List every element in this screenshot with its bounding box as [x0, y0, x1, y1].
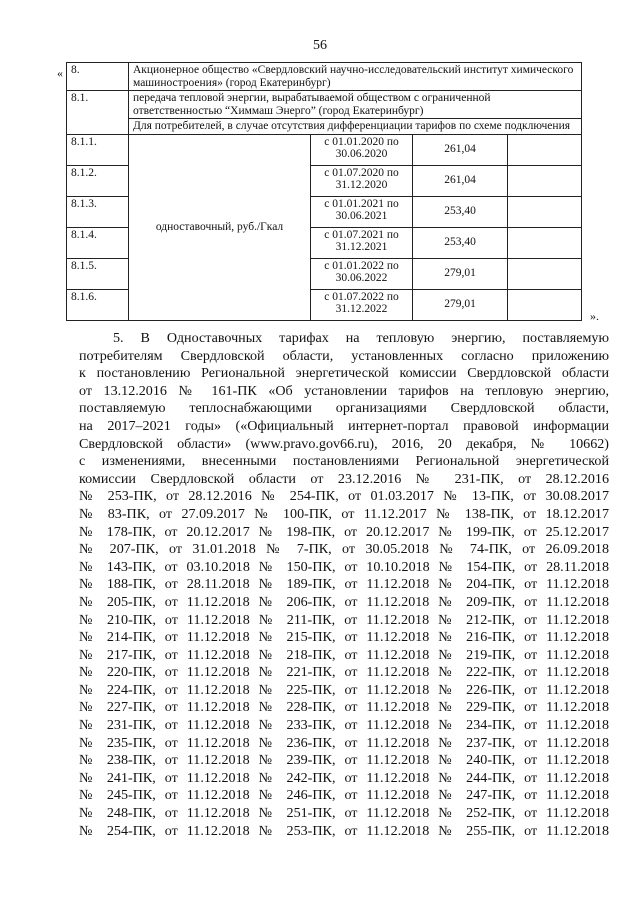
row-empty-cell: [508, 134, 582, 165]
row-empty-cell: [508, 258, 582, 289]
row-number: 8.1.2.: [67, 165, 129, 196]
row-period: с 01.07.2022 по 31.12.2022: [311, 289, 413, 320]
row-period: с 01.01.2022 по 30.06.2022: [311, 258, 413, 289]
row-period: с 01.01.2020 по 30.06.2020: [311, 134, 413, 165]
row-number: 8.1.5.: [67, 258, 129, 289]
sub-row-number: 8.1.: [67, 91, 129, 135]
row-number: 8.1.4.: [67, 227, 129, 258]
sub-row-text: передача тепловой энергии, вырабатываемой обществом с ограниченной ответственностью “Химмаш Энерго” (город Екатеринбург): [129, 91, 582, 119]
paragraph-line: № 220-ПК, от 11.12.2018 № 221-ПК, от 11.12.2018 № 222-ПК, от 11.12.2018: [79, 664, 609, 681]
paragraph-line: № 253-ПК, от 28.12.2016 № 254-ПК, от 01.03.2017 № 13-ПК, от 30.08.2017: [79, 488, 609, 505]
row-value: 261,04: [413, 134, 508, 165]
row-period: с 01.01.2021 по 30.06.2021: [311, 196, 413, 227]
table-row-org: [67, 63, 582, 91]
paragraph-line: поставляемую теплоснабжающими организациями Свердловской области,: [79, 400, 609, 417]
paragraph-line: № 231-ПК, от 11.12.2018 № 233-ПК, от 11.12.2018 № 234-ПК, от 11.12.2018: [79, 717, 609, 734]
row-value: 279,01: [413, 289, 508, 320]
paragraph-line: № 178-ПК, от 20.12.2017 № 198-ПК, от 20.12.2017 № 199-ПК, от 25.12.2017: [79, 523, 609, 540]
tariff-table: [66, 62, 582, 321]
paragraph-line: 5. В Одноставочных тарифах на тепловую энергию, поставляемую: [113, 330, 609, 346]
row-value: 279,01: [413, 258, 508, 289]
row-value: 253,40: [413, 196, 508, 227]
row-number: 8.1.3.: [67, 196, 129, 227]
paragraph-line: № 188-ПК, от 28.11.2018 № 189-ПК, от 11.12.2018 № 204-ПК, от 11.12.2018: [79, 576, 609, 593]
paragraph-line: № 248-ПК, от 11.12.2018 № 251-ПК, от 11.12.2018 № 252-ПК, от 11.12.2018: [79, 805, 609, 822]
paragraph-line: № 241-ПК, от 11.12.2018 № 242-ПК, от 11.12.2018 № 244-ПК, от 11.12.2018: [79, 769, 609, 786]
paragraph-line: на 2017–2021 годы» («Официальный интернет-портал правовой информации: [79, 417, 609, 434]
amendment-paragraph: [79, 330, 609, 840]
row-number: 8.1.1.: [67, 134, 129, 165]
paragraph-line: № 224-ПК, от 11.12.2018 № 225-ПК, от 11.12.2018 № 226-ПК, от 11.12.2018: [79, 681, 609, 698]
row-number: 8.1.6.: [67, 289, 129, 320]
paragraph-line: к постановлению Региональной энергетической комиссии Свердловской области: [79, 365, 609, 382]
paragraph-line: № 245-ПК, от 11.12.2018 № 246-ПК, от 11.12.2018 № 247-ПК, от 11.12.2018: [79, 787, 609, 804]
paragraph-line: от 13.12.2016 № 161-ПК «Об установлении тарифов на тепловую энергию,: [79, 382, 609, 399]
paragraph-line: № 83-ПК, от 27.09.2017 № 100-ПК, от 11.12.2017 № 138-ПК, от 18.12.2017: [79, 505, 609, 522]
paragraph-line: № 217-ПК, от 11.12.2018 № 218-ПК, от 11.12.2018 № 219-ПК, от 11.12.2018: [79, 646, 609, 663]
paragraph-line: № 205-ПК, от 11.12.2018 № 206-ПК, от 11.12.2018 № 209-ПК, от 11.12.2018: [79, 593, 609, 610]
paragraph-line: № 238-ПК, от 11.12.2018 № 239-ПК, от 11.12.2018 № 240-ПК, от 11.12.2018: [79, 752, 609, 769]
table-row-sub: [67, 91, 582, 119]
row-period: с 01.07.2020 по 31.12.2020: [311, 165, 413, 196]
paragraph-line: № 254-ПК, от 11.12.2018 № 253-ПК, от 11.12.2018 № 255-ПК, от 11.12.2018: [79, 822, 609, 839]
org-row-text: Акционерное общество «Свердловский научно-исследовательский институт химического машиностроения» (город Екатеринбург): [129, 63, 582, 91]
table-row-consumers: [67, 119, 582, 135]
table-row: [67, 134, 582, 165]
paragraph-line: № 207-ПК, от 31.01.2018 № 7-ПК, от 30.05.2018 № 74-ПК, от 26.09.2018: [79, 541, 609, 558]
row-empty-cell: [508, 227, 582, 258]
consumers-row-text: Для потребителей, в случае отсутствия дифференциации тарифов по схеме подключения: [129, 119, 582, 135]
paragraph-line: с изменениями, внесенными постановлениями Региональной энергетической: [79, 453, 609, 470]
paragraph-line: потребителям Свердловской области, установленных согласно приложению: [79, 347, 609, 364]
paragraph-line: Свердловской области» (www.pravo.gov66.ru), 2016, 20 декабря, № 10662): [79, 435, 609, 452]
row-value: 261,04: [413, 165, 508, 196]
row-empty-cell: [508, 289, 582, 320]
tariff-unit: одноставочный, руб./Гкал: [129, 134, 311, 320]
row-period: с 01.07.2021 по 31.12.2021: [311, 227, 413, 258]
row-value: 253,40: [413, 227, 508, 258]
close-quote: ».: [590, 309, 599, 323]
paragraph-line: комиссии Свердловской области от 23.12.2016 № 231-ПК, от 28.12.2016: [79, 470, 609, 487]
row-empty-cell: [508, 196, 582, 227]
row-empty-cell: [508, 165, 582, 196]
open-quote: «: [57, 66, 63, 80]
paragraph-line: № 210-ПК, от 11.12.2018 № 211-ПК, от 11.12.2018 № 212-ПК, от 11.12.2018: [79, 611, 609, 628]
paragraph-line: № 235-ПК, от 11.12.2018 № 236-ПК, от 11.12.2018 № 237-ПК, от 11.12.2018: [79, 734, 609, 751]
paragraph-line: № 227-ПК, от 11.12.2018 № 228-ПК, от 11.12.2018 № 229-ПК, от 11.12.2018: [79, 699, 609, 716]
paragraph-line: № 143-ПК, от 03.10.2018 № 150-ПК, от 10.10.2018 № 154-ПК, от 28.11.2018: [79, 558, 609, 575]
page-number: 56: [313, 38, 327, 53]
paragraph-line: № 214-ПК, от 11.12.2018 № 215-ПК, от 11.12.2018 № 216-ПК, от 11.12.2018: [79, 629, 609, 646]
org-row-number: 8.: [67, 63, 129, 91]
